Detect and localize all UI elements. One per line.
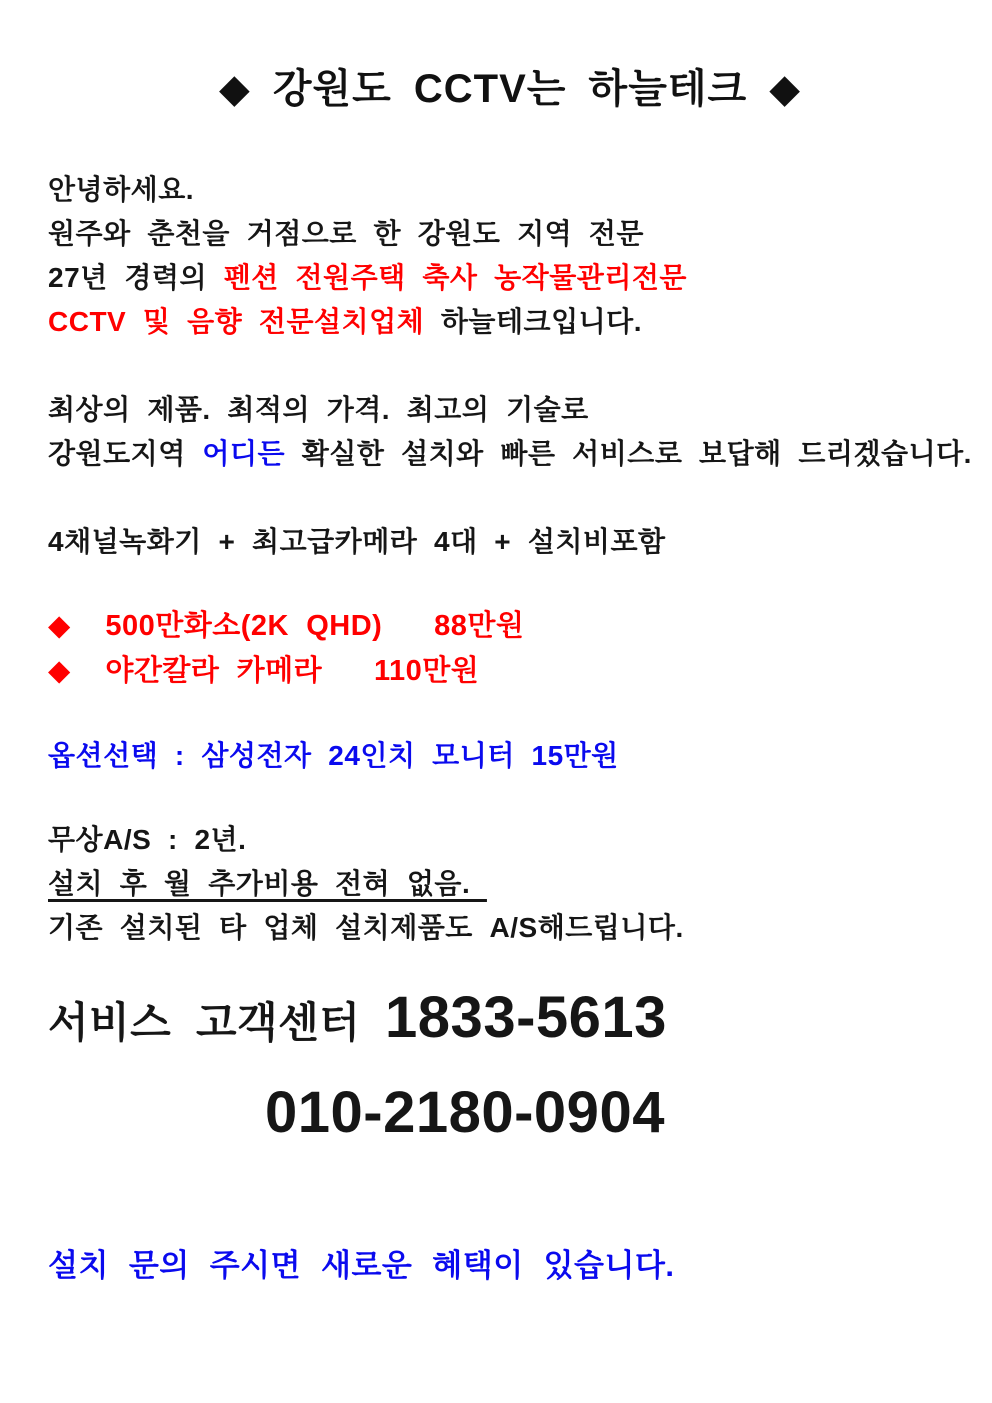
closing-section (48, 1240, 972, 1285)
service-center-number: 1833-5613 (385, 985, 667, 1050)
service-center-line (48, 986, 972, 1065)
pitch-section (48, 388, 972, 476)
business-type-highlight: CCTV 및 음향 전문설치업체 (48, 306, 425, 337)
mobile-number: 010-2180-0904 (265, 1080, 665, 1145)
warranty-term-line: 무상A/S : 2년. (48, 824, 247, 855)
mobile-number-line (48, 1081, 972, 1160)
option-section (48, 734, 972, 778)
company-name: 하늘테크입니다. (424, 306, 642, 337)
anywhere-highlight: 어디든 (202, 438, 286, 469)
package-section (48, 520, 972, 564)
service-promise: 확실한 설치와 빠른 서비스로 보답해 드리겠습니다. (285, 438, 972, 469)
experience-prefix: 27년 경력의 (48, 262, 224, 293)
package-line: 4채널녹화기 + 최고급카메라 4대 + 설치비포함 (48, 526, 666, 557)
service-area-line (48, 432, 972, 476)
other-vendor-as-line: 기존 설치된 타 업체 설치제품도 A/S해드립니다. (48, 912, 684, 943)
region-line: 원주와 춘천을 거점으로 한 강원도 지역 전문 (48, 218, 644, 249)
option-line: 옵션선택 : 삼성전자 24인치 모니터 15만원 (48, 740, 619, 771)
specialty-highlight: 펜션 전원주택 축사 농작물관리전문 (223, 262, 687, 293)
quality-line: 최상의 제품. 최적의 가격. 최고의 기술로 (48, 394, 589, 425)
intro-section (48, 168, 972, 344)
business-line (48, 300, 972, 344)
closing-benefit-line: 설치 문의 주시면 새로운 혜택이 있습니다. (48, 1248, 675, 1283)
price-list (48, 604, 972, 694)
page-title: ◆ 강원도 CCTV는 하늘테크 ◆ (219, 67, 801, 111)
service-center-label: 서비스 고객센터 (48, 999, 386, 1046)
experience-line (48, 256, 972, 300)
price-item-night-color: ◆ 야간칼라 카메라 110만원 (48, 655, 480, 687)
contact-section (48, 986, 972, 1160)
no-monthly-fee-line (48, 862, 972, 906)
price-item-5mp: ◆ 500만화소(2K QHD) 88만원 (48, 610, 525, 642)
no-monthly-fee-text: 설치 후 월 추가비용 전혀 없음. (48, 868, 487, 899)
warranty-section (48, 818, 972, 950)
area-prefix: 강원도지역 (48, 438, 203, 469)
greeting-line: 안녕하세요. (48, 174, 195, 205)
